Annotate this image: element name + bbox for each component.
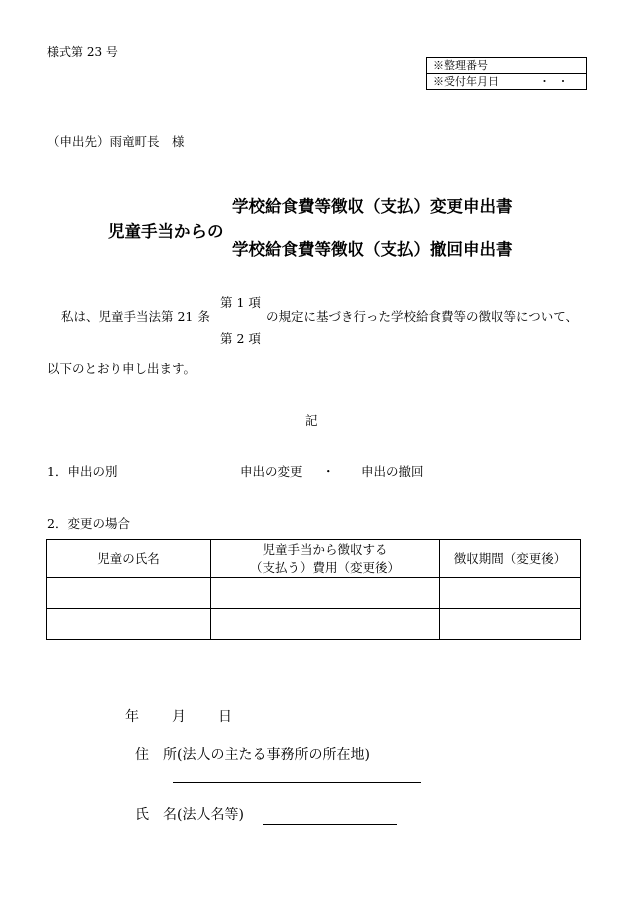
header-period <box>440 540 581 578</box>
body-text-end: の規定に基づき行った学校給食費等の徴収等について、 <box>266 309 579 324</box>
header-fee-line1: 児童手当から徴収する <box>262 541 388 557</box>
header-child-name-text: 児童の氏名 <box>97 550 160 566</box>
table-row <box>47 578 581 609</box>
clause-2: 第 2 項 <box>220 331 261 346</box>
reference-number-label: ※整理番号 <box>433 59 488 72</box>
child-name-cell[interactable] <box>47 578 211 609</box>
item1-label: 1．申出の別 <box>47 464 118 479</box>
table-row <box>47 609 581 640</box>
ki-heading: 記 <box>305 413 318 428</box>
day-label: 日 <box>218 709 232 725</box>
change-table <box>46 539 581 640</box>
address-input-line[interactable] <box>173 782 421 783</box>
received-date-dots: ・ ・ <box>539 75 571 88</box>
header-fee-line2: （支払う）費用（変更後） <box>249 559 400 575</box>
item2-label: 2．変更の場合 <box>47 516 130 531</box>
period-cell[interactable] <box>440 578 581 609</box>
month-label: 月 <box>172 709 186 725</box>
fee-cell[interactable] <box>211 578 440 609</box>
option-change[interactable]: 申出の変更 <box>240 464 303 479</box>
title-prefix: 児童手当からの <box>108 222 224 241</box>
table-header-row <box>47 540 581 578</box>
header-fee <box>211 540 440 578</box>
option-withdraw[interactable]: 申出の撤回 <box>361 464 424 479</box>
address-label: 住 所(法人の主たる事務所の所在地) <box>135 747 370 763</box>
name-input-line[interactable] <box>263 824 397 825</box>
child-name-cell[interactable] <box>47 609 211 640</box>
body-text-start: 私は、児童手当法第 21 条 <box>61 309 210 324</box>
title-change: 学校給食費等徴収（支払）変更申出書 <box>232 197 513 216</box>
header-child-name <box>47 540 211 578</box>
date-line <box>125 706 232 726</box>
period-cell[interactable] <box>440 609 581 640</box>
recipient: （申出先）雨竜町長 様 <box>47 134 185 149</box>
body-text-continued: 以下のとおり申し出ます。 <box>47 361 197 376</box>
title-withdraw: 学校給食費等徴収（支払）撤回申出書 <box>232 240 513 259</box>
year-label: 年 <box>125 709 139 725</box>
option-separator: ・ <box>322 464 335 479</box>
name-label: 氏 名(法人名等) <box>135 807 244 823</box>
reference-number-field <box>427 58 587 74</box>
clause-1: 第 1 項 <box>220 295 261 310</box>
received-date-label: ※受付年月日 <box>433 75 499 88</box>
header-period-text: 徴収期間（変更後） <box>453 550 567 566</box>
admin-box <box>426 57 587 90</box>
received-date-field <box>427 74 587 90</box>
fee-cell[interactable] <box>211 609 440 640</box>
form-number: 様式第 23 号 <box>47 45 118 59</box>
